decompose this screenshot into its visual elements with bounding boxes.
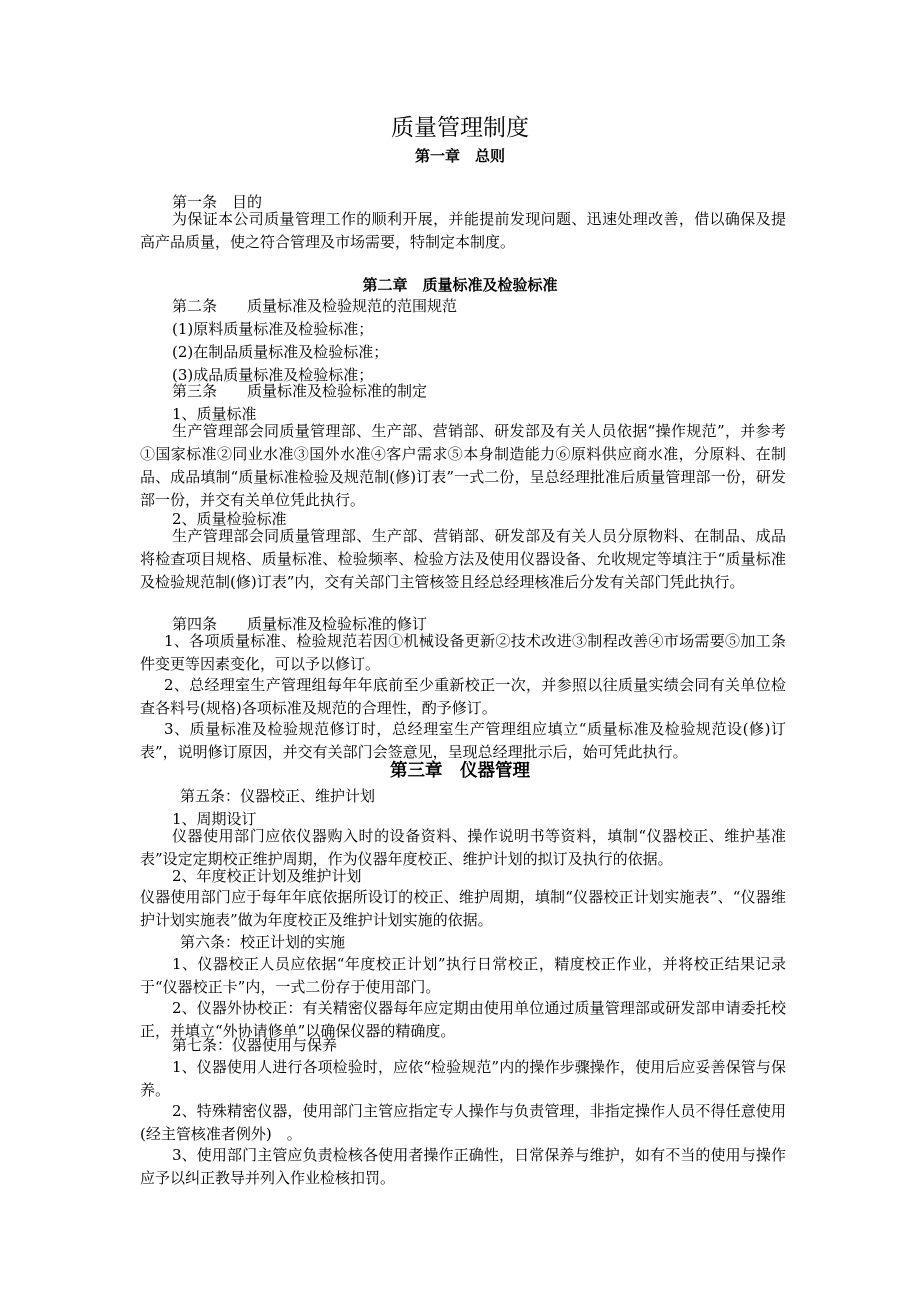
article-5-heading: 第五条：仪器校正、维护计划 [180, 787, 376, 805]
article-3-sub-2-body: 生产管理部会同质量管理部、生产部、营销部、研发部及有关人员分原物料、在制品、成品将检查项目规格、质量标准、检验频率、检验方法及使用仪器设备、允收规定等填注于“质量标准及检验规范制(修)订表”内，交有关部门主管核签且经总经理核准后分发有关部门凭此执行。 [140, 527, 786, 591]
article-1-body: 为保证本公司质量管理工作的顺利开展，并能提前发现问题、迅速处理改善，借以确保及提高产品质量，使之符合管理及市场需要，特制定本制度。 [140, 210, 786, 251]
article-3-sub-1: 1、质量标准 [172, 405, 257, 423]
document-title: 质量管理制度 [391, 115, 529, 141]
article-6-item-2: 2、仪器外协校正：有关精密仪器每年应定期由使用单位通过质量管理部或研发部申请委托校正，并填立“外协请修单”以确保仪器的精确度。 [140, 999, 786, 1040]
article-5-sub-1-body: 仪器使用部门应依仪器购入时的设备资料、操作说明书等资料，填制“仪器校正、维护基准表”设定定期校正维护周期，作为仪器年度校正、维护计划的拟订及执行的依据。 [140, 827, 786, 868]
article-3-sub-1-body: 生产管理部会同质量管理部、生产部、营销部、研发部及有关人员依据“操作规范”，并参考①国家标准②同业水准③国外水准④客户需求⑤本身制造能力⑥原料供应商水准，分原料、在制品、成品填制“质量标准检验及规范制(修)订表”一式二份，呈总经理批准后质量管理部一份，研发部一份，并交有关单位凭此执行。 [140, 422, 786, 509]
article-7-heading: 第七条：仪器使用与保养 [172, 1036, 338, 1054]
article-5-sub-1: 1、周期设订 [172, 810, 257, 828]
article-7-item-1: 1、仪器使用人进行各项检验时，应依“检验规范”内的操作步骤操作，使用后应妥善保管与保养。 [140, 1058, 786, 1099]
article-5-sub-2: 2、年度校正计划及维护计划 [172, 867, 362, 885]
article-4-heading: 第四条 质量标准及检验标准的修订 [172, 615, 428, 633]
article-6-heading: 第六条：校正计划的实施 [180, 933, 346, 951]
article-2-item-1: (1)原料质量标准及检验标准； [172, 320, 374, 338]
chapter-1-heading: 第一章 总则 [414, 147, 505, 165]
article-2-item-2: (2)在制品质量标准及检验标准； [172, 343, 389, 361]
article-2-heading: 第二条 质量标准及检验规范的范围规范 [172, 297, 458, 315]
article-2-item-3: (3)成品质量标准及检验标准； [172, 366, 374, 384]
article-4-item-3: 3、质量标准及检验规范修订时，总经理室生产管理组应填立“质量标准及检验规范设(修)订表”，说明修订原因，并交有关部门会签意见，呈现总经理批示后，始可凭此执行。 [140, 720, 786, 761]
article-3-heading: 第三条 质量标准及检验标准的制定 [172, 382, 428, 400]
article-5-sub-2-body: 仪器使用部门应于每年年底依据所设订的校正、维护周期，填制“仪器校正计划实施表”、“仪器维护计划实施表”做为年度校正及维护计划实施的依据。 [140, 888, 786, 929]
article-1-heading: 第一条 目的 [172, 193, 263, 211]
article-6-item-1: 1、仪器校正人员应依据“年度校正计划”执行日常校正，精度校正作业，并将校正结果记录于“仪器校正卡”内，一式二份存于使用部门。 [140, 955, 786, 996]
article-3-sub-2: 2、质量检验标准 [172, 510, 287, 528]
article-7-item-3: 3、使用部门主管应负责检核各使用者操作正确性，日常保养与维护，如有不当的使用与操作应予以纠正教导并列入作业检核扣罚。 [140, 1146, 786, 1187]
article-4-item-1: 1、各项质量标准、检验规范若因①机械设备更新②技术改进③制程改善④市场需要⑤加工条件变更等因素变化，可以予以修订。 [140, 632, 786, 673]
article-7-item-2: 2、特殊精密仪器，使用部门主管应指定专人操作与负责管理，非指定操作人员不得任意使用(经主管核准者例外) 。 [140, 1102, 786, 1143]
article-4-item-2: 2、总经理室生产管理组每年年底前至少重新校正一次，并参照以往质量实绩会同有关单位检查各料号(规格)各项标准及规范的合理性，酌予修订。 [140, 676, 786, 717]
chapter-2-heading: 第二章 质量标准及检验标准 [362, 276, 558, 294]
chapter-3-heading: 第三章 仪器管理 [390, 761, 530, 781]
